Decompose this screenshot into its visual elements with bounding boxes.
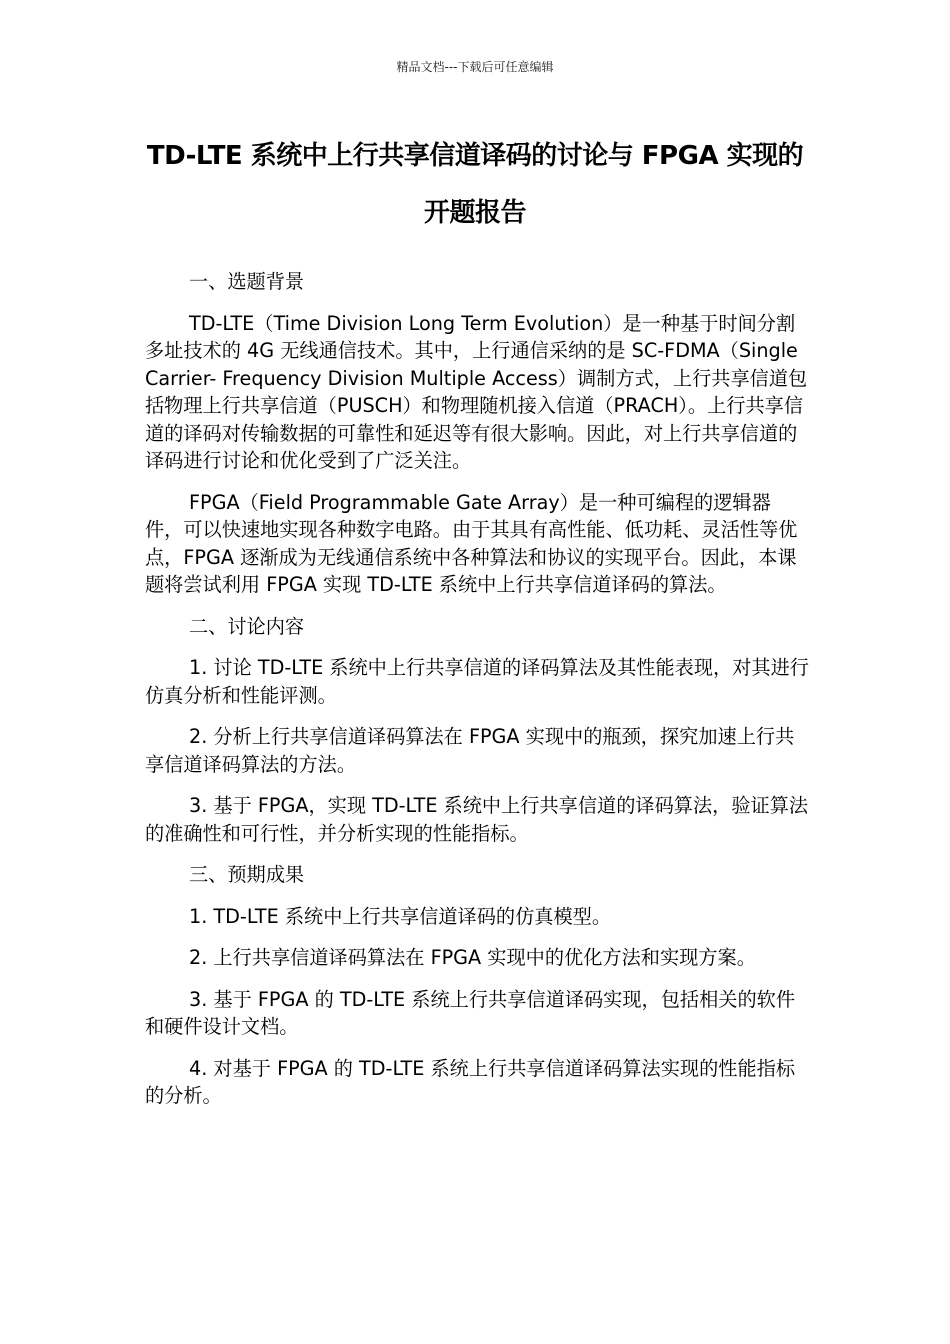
section-heading-expected-results: 三、预期成果 (189, 863, 305, 886)
list-item: 1. 讨论 TD-LTE 系统中上行共享信道的译码算法及其性能表现，对其进行仿真分析和性能评测。 (145, 656, 809, 707)
list-item: 3. 基于 FPGA 的 TD-LTE 系统上行共享信道译码实现，包括相关的软件和硬件设计文档。 (145, 987, 796, 1038)
list-item: 4. 对基于 FPGA 的 TD-LTE 系统上行共享信道译码算法实现的性能指标的分析。 (145, 1056, 796, 1107)
list-item: 2. 分析上行共享信道译码算法在 FPGA 实现中的瓶颈，探究加速上行共享信道译码算法的方法。 (145, 725, 795, 776)
list-item: 3. 基于 FPGA，实现 TD-LTE 系统中上行共享信道的译码算法，验证算法的准确性和可行性，并分析实现的性能指标。 (145, 794, 809, 845)
section-heading-research-content: 二、讨论内容 (189, 614, 305, 638)
header-note: 精品文档---下载后可任意编辑 (396, 60, 554, 74)
list-item: 1. TD-LTE 系统中上行共享信道译码的仿真模型。 (189, 904, 612, 928)
paragraph-td-lte-intro: TD-LTE（Time Division Long Term Evolution）是一种基于时间分割多址技术的 4G 无线通信技术。其中，上行通信采纳的是 SC-FDMA（Single Carrier- Frequency Division Multiple Access）调制方式，上行共享信道包括物理上行共享信道（PUSCH）和物理随机接入信道（PRACH）。上行共享信道的译码对传输数据的可靠性和延迟等有很大影响。因此，对上行共享信道的译码进行讨论和优化受到了广泛关注。 (145, 311, 808, 472)
paragraph-fpga-intro: FPGA（Field Programmable Gate Array）是一种可编程的逻辑器件，可以快速地实现各种数字电路。由于其具有高性能、低功耗、灵活性等优点，FPGA 逐渐成为无线通信系统中各种算法和协议的实现平台。因此，本课题将尝试利用 FPGA 实现 TD-LTE 系统中上行共享信道译码的算法。 (145, 490, 798, 596)
document-body (145, 268, 809, 1124)
section-heading-background: 一、选题背景 (189, 270, 305, 293)
document-title: TD-LTE 系统中上行共享信道译码的讨论与 FPGA 实现的开题报告 (146, 141, 804, 228)
list-item: 2. 上行共享信道译码算法在 FPGA 实现中的优化方法和实现方案。 (189, 946, 756, 969)
